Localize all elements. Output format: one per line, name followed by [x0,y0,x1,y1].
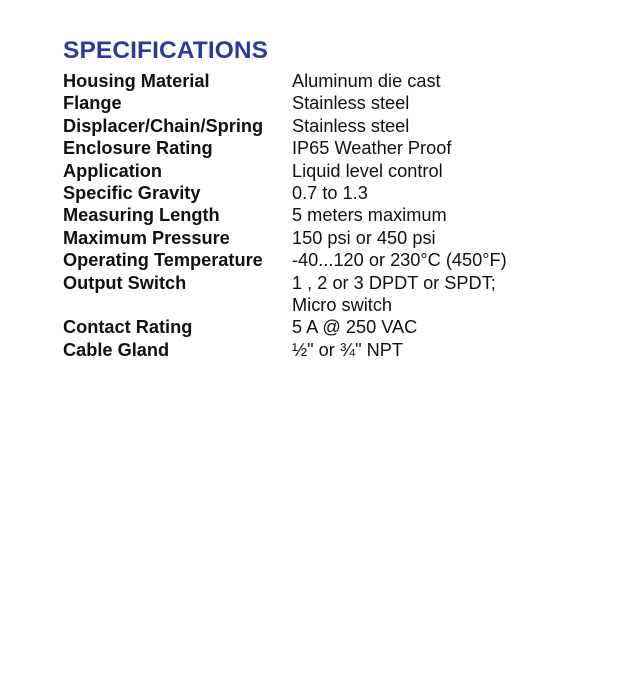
spec-label: Specific Gravity [63,183,201,204]
spec-label: Housing Material [63,71,210,91]
spec-label: Displacer/Chain/Spring [63,115,264,136]
spec-value-line: IP65 Weather Proof [292,138,452,159]
specifications-title: SPECIFICATIONS [63,37,269,64]
spec-value-line: Liquid level control [292,160,443,181]
spec-value-line: Stainless steel [292,93,410,114]
specifications-table [63,70,603,361]
spec-value [292,160,603,182]
spec-value [292,137,603,159]
spec-value-line: 5 meters maximum [292,205,447,226]
spec-value-line: 0.7 to 1.3 [292,183,368,204]
spec-value [292,272,603,317]
spec-value [292,249,603,271]
spec-value [292,115,603,137]
spec-label: Contact Rating [63,317,193,338]
spec-value [292,316,603,338]
spec-value [292,92,603,114]
spec-value-line: Stainless steel [292,115,410,136]
spec-value [292,70,603,92]
spec-value-line: -40...120 or 230°C (450°F) [292,250,507,271]
spec-value-line: ½" or ¾" NPT [292,339,403,360]
spec-value [292,227,603,249]
spec-value [292,204,603,226]
specifications-section [63,36,603,361]
spec-label: Output Switch [63,272,187,293]
spec-label: Operating Temperature [63,250,263,271]
spec-label: Application [63,160,163,181]
spec-value-line: 5 A @ 250 VAC [292,317,418,338]
spec-label: Enclosure Rating [63,138,213,159]
spec-value-line: 1 , 2 or 3 DPDT or SPDT; [292,272,496,293]
spec-value-line: 150 psi or 450 psi [292,227,436,248]
spec-label: Flange [63,93,122,114]
spec-value-line: Aluminum die cast [292,71,441,91]
spec-label: Maximum Pressure [63,227,230,248]
spec-label: Cable Gland [63,339,170,360]
spec-label: Measuring Length [63,205,220,226]
spec-value [292,182,603,204]
spec-value [292,339,603,361]
spec-value-line: Micro switch [292,295,393,316]
